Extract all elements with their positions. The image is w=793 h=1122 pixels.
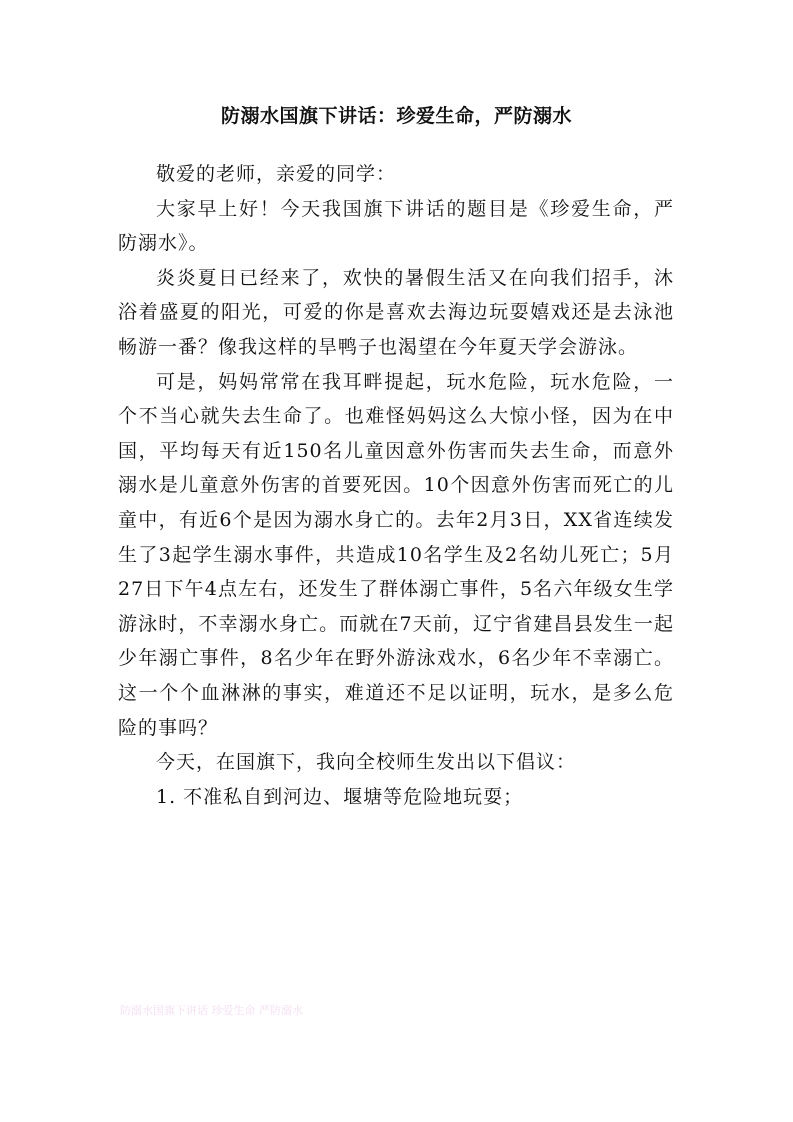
proposal-item-1: 1. 不准私自到河边、堰塘等危险地玩耍； [156, 785, 524, 808]
faint-watermark-text: 防溺水国旗下讲话 珍爱生命 严防溺水 [120, 1004, 303, 1017]
greeting-paragraph: 大家早上好！今天我国旗下讲话的题目是《珍爱生命，严防溺水》。 [118, 197, 674, 255]
document-body [118, 157, 674, 814]
danger-paragraph: 可是，妈妈常常在我耳畔提起，玩水危险，玩水危险，一个不当心就失去生命了。也难怪妈妈这么大惊小怪，因为在中国，平均每天有近150名儿童因意外伤害而失去生命，而意外溺水是儿童意外伤害的首要死因。10个因意外伤害而死亡的儿童中，有近6个是因为溺水身亡的。去年2月3日，XX省连续发生了3起学生溺水事件，共造成10名学生及2名幼儿死亡；5月27日下午4点左右，还发生了群体溺亡事件，5名六年级女生学游泳时，不幸溺水身亡。而就在7天前，辽宁省建昌县发生一起少年溺亡事件，8名少年在野外游泳戏水，6名少年不幸溺亡。这一个个血淋淋的事实，难道还不足以证明，玩水，是多么危险的事吗？ [118, 370, 674, 739]
proposal-intro-paragraph: 今天，在国旗下，我向全校师生发出以下倡议： [156, 751, 577, 774]
document-title: 防溺水国旗下讲话：珍爱生命，严防溺水 [220, 105, 572, 127]
salutation-paragraph: 敬爱的老师，亲爱的同学： [156, 163, 397, 185]
summer-paragraph: 炎炎夏日已经来了，欢快的暑假生活又在向我们招手，沐浴着盛夏的阳光，可爱的你是喜欢去海边玩耍嬉戏还是去泳池畅游一番？像我这样的旱鸭子也渴望在今年夏天学会游泳。 [118, 266, 674, 358]
